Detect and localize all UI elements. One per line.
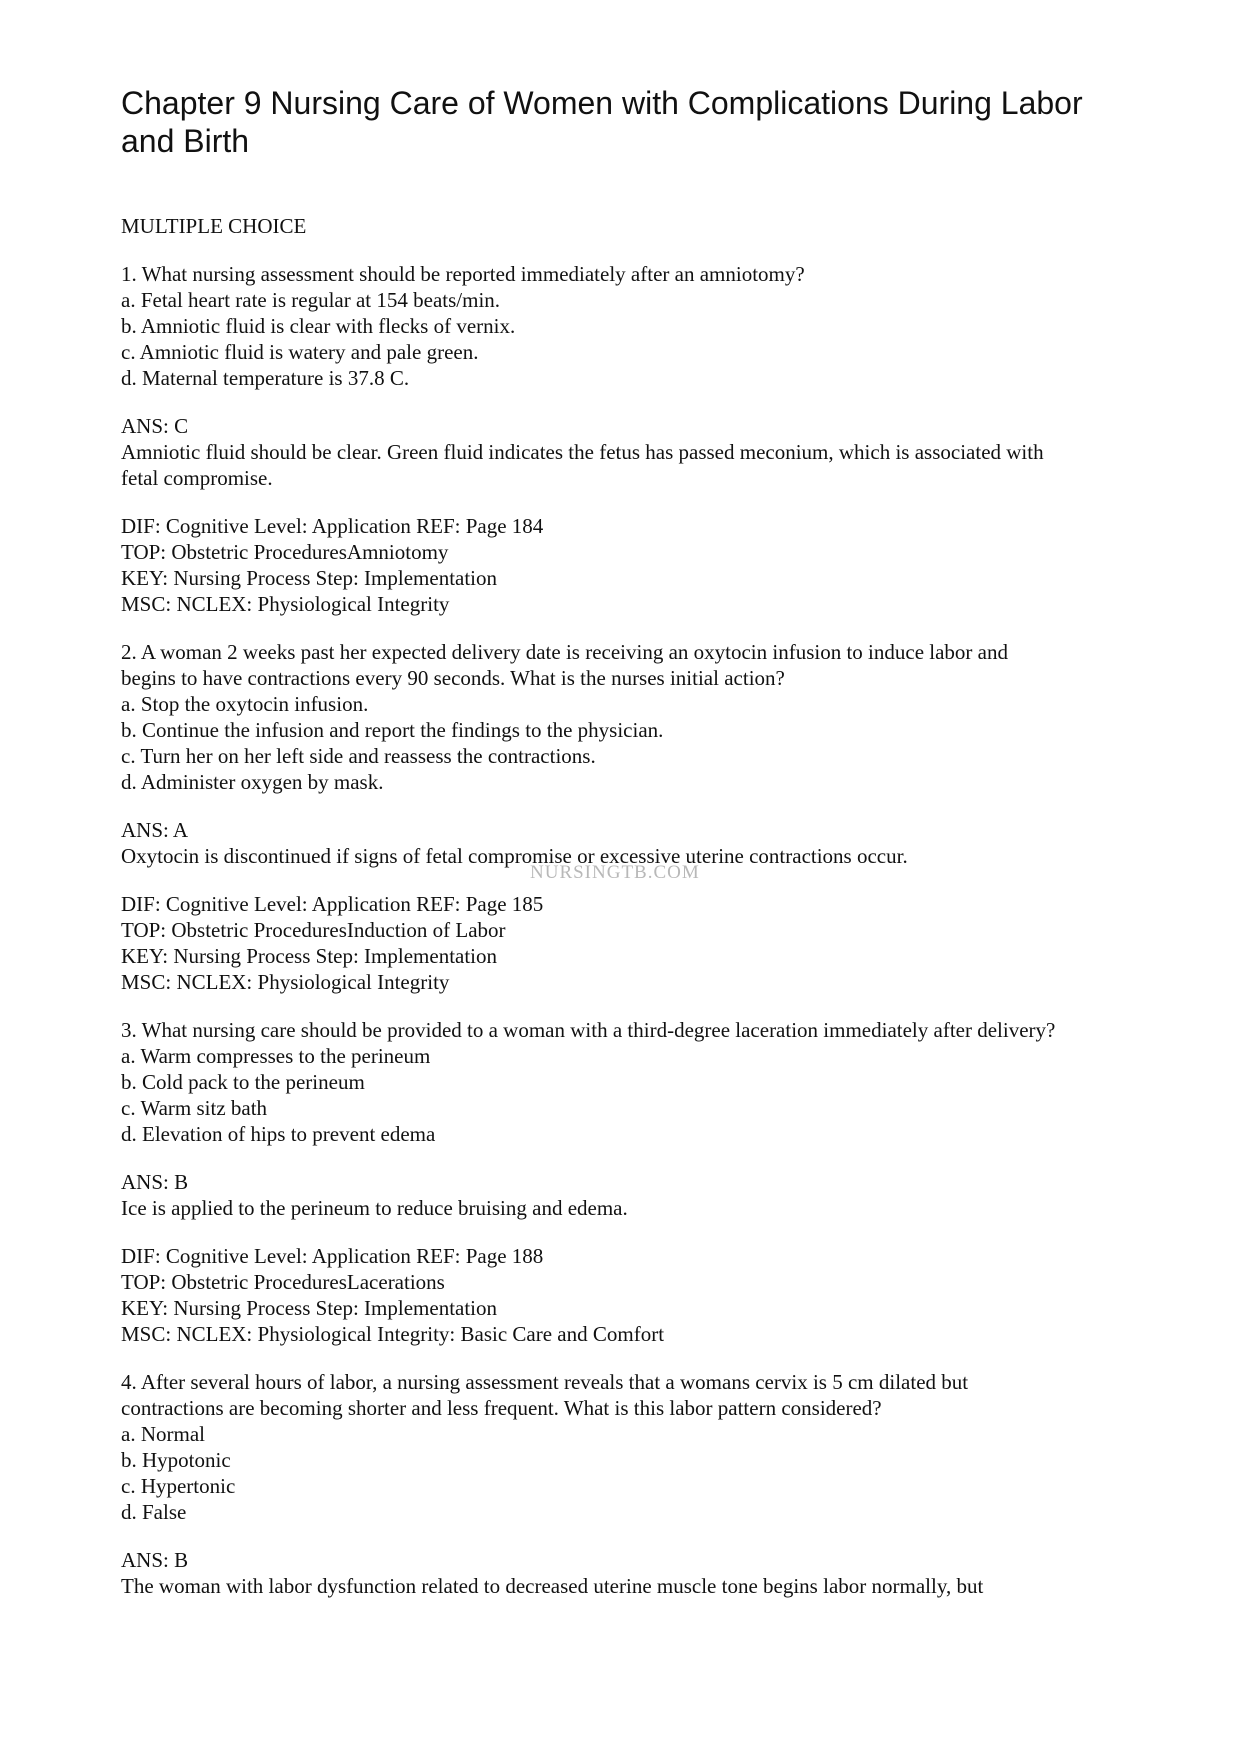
answer: ANS: A xyxy=(121,818,189,842)
option-a: a. Warm compresses to the perineum xyxy=(121,1044,431,1068)
meta-dif: DIF: Cognitive Level: Application REF: Page 184 xyxy=(121,514,544,538)
stem-line: contractions are becoming shorter and less frequent. What is this labor pattern considered? xyxy=(121,1396,882,1420)
option-c: c. Warm sitz bath xyxy=(121,1096,268,1120)
rationale-line: The woman with labor dysfunction related to decreased uterine muscle tone begins labor normally, but xyxy=(121,1574,984,1598)
meta-block xyxy=(121,891,1131,995)
option-d: d. Elevation of hips to prevent edema xyxy=(121,1122,436,1146)
answer-block xyxy=(121,1547,1131,1599)
question-1 xyxy=(121,261,1131,617)
question-stem xyxy=(121,261,1131,391)
meta-top: TOP: Obstetric ProceduresLacerations xyxy=(121,1270,445,1294)
answer: ANS: B xyxy=(121,1548,189,1572)
option-a: a. Normal xyxy=(121,1422,205,1446)
answer-block xyxy=(121,1169,1131,1221)
option-b: b. Cold pack to the perineum xyxy=(121,1070,365,1094)
meta-block xyxy=(121,513,1131,617)
rationale-line: Oxytocin is discontinued if signs of fetal compromise or excessive uterine contractions occur. xyxy=(121,844,908,868)
stem-line: 4. After several hours of labor, a nursing assessment reveals that a womans cervix is 5 cm dilated but xyxy=(121,1370,969,1394)
section-heading: MULTIPLE CHOICE xyxy=(121,214,307,238)
question-3 xyxy=(121,1017,1131,1347)
stem-line: begins to have contractions every 90 seconds. What is the nurses initial action? xyxy=(121,666,785,690)
answer-block xyxy=(121,413,1131,491)
rationale-line: fetal compromise. xyxy=(121,466,273,490)
option-b: b. Continue the infusion and report the findings to the physician. xyxy=(121,718,664,742)
option-a: a. Fetal heart rate is regular at 154 beats/min. xyxy=(121,288,501,312)
option-c: c. Hypertonic xyxy=(121,1474,236,1498)
option-d: d. False xyxy=(121,1500,187,1524)
question-stem xyxy=(121,1369,1131,1525)
meta-key: KEY: Nursing Process Step: Implementation xyxy=(121,1296,498,1320)
question-stem xyxy=(121,1017,1131,1147)
meta-msc: MSC: NCLEX: Physiological Integrity xyxy=(121,592,450,616)
meta-msc: MSC: NCLEX: Physiological Integrity xyxy=(121,970,450,994)
meta-key: KEY: Nursing Process Step: Implementation xyxy=(121,944,498,968)
meta-dif: DIF: Cognitive Level: Application REF: Page 188 xyxy=(121,1244,544,1268)
answer: ANS: C xyxy=(121,414,189,438)
option-b: b. Amniotic fluid is clear with flecks of vernix. xyxy=(121,314,516,338)
option-d: d. Administer oxygen by mask. xyxy=(121,770,384,794)
question-stem xyxy=(121,639,1131,795)
answer: ANS: B xyxy=(121,1170,189,1194)
question-4 xyxy=(121,1369,1131,1599)
rationale-line: Amniotic fluid should be clear. Green fluid indicates the fetus has passed meconium, which is associated with xyxy=(121,440,1044,464)
meta-top: TOP: Obstetric ProceduresAmniotomy xyxy=(121,540,449,564)
stem-line: 1. What nursing assessment should be reported immediately after an amniotomy? xyxy=(121,262,805,286)
option-d: d. Maternal temperature is 37.8 C. xyxy=(121,366,410,390)
meta-block xyxy=(121,1243,1131,1347)
page-title: Chapter 9 Nursing Care of Women with Complications During Labor and Birth xyxy=(121,85,1083,159)
meta-msc: MSC: NCLEX: Physiological Integrity: Basic Care and Comfort xyxy=(121,1322,665,1346)
stem-line: 2. A woman 2 weeks past her expected delivery date is receiving an oxytocin infusion to induce labor and xyxy=(121,640,1008,664)
stem-line: 3. What nursing care should be provided to a woman with a third-degree laceration immediately after delivery? xyxy=(121,1018,1056,1042)
option-a: a. Stop the oxytocin infusion. xyxy=(121,692,369,716)
option-b: b. Hypotonic xyxy=(121,1448,231,1472)
option-c: c. Turn her on her left side and reassess the contractions. xyxy=(121,744,596,768)
question-2 xyxy=(121,639,1131,995)
meta-dif: DIF: Cognitive Level: Application REF: Page 185 xyxy=(121,892,544,916)
meta-top: TOP: Obstetric ProceduresInduction of Labor xyxy=(121,918,506,942)
watermark: NURSINGTB.COM xyxy=(530,862,700,883)
option-c: c. Amniotic fluid is watery and pale green. xyxy=(121,340,479,364)
document-page xyxy=(121,84,1131,1599)
rationale-line: Ice is applied to the perineum to reduce bruising and edema. xyxy=(121,1196,628,1220)
meta-key: KEY: Nursing Process Step: Implementation xyxy=(121,566,498,590)
